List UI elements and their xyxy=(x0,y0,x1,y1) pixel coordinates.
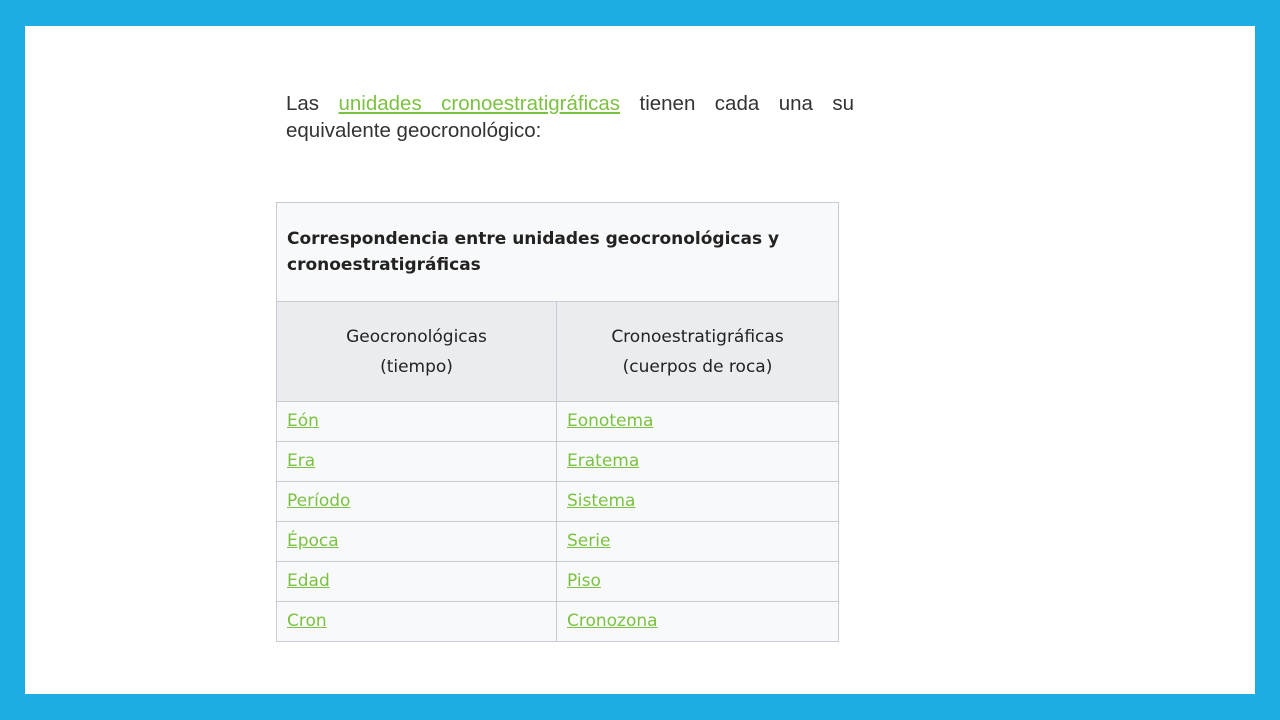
column-header-geocronologicas xyxy=(277,302,557,402)
table-cell xyxy=(277,402,557,442)
link-sistema[interactable]: Sistema xyxy=(567,491,636,511)
link-cronozona[interactable]: Cronozona xyxy=(567,611,658,631)
link-periodo[interactable]: Período xyxy=(287,491,351,511)
link-unidades-cronoestratigraficas[interactable]: unidades cronoestratigráficas xyxy=(338,92,621,115)
link-serie[interactable]: Serie xyxy=(567,531,611,551)
table-cell xyxy=(277,602,557,642)
table-cell xyxy=(557,602,839,642)
header-subtitle: (tiempo) xyxy=(380,356,453,377)
link-eratema[interactable]: Eratema xyxy=(567,451,640,471)
table-row xyxy=(277,602,839,642)
intro-paragraph xyxy=(286,90,854,144)
link-edad[interactable]: Edad xyxy=(287,571,330,591)
column-header-cronoestratigraficas xyxy=(557,302,839,402)
table-row xyxy=(277,522,839,562)
intro-text-before: Las xyxy=(286,92,339,115)
header-subtitle: (cuerpos de roca) xyxy=(622,356,773,377)
table-cell xyxy=(277,482,557,522)
link-epoca[interactable]: Época xyxy=(287,531,339,551)
table-cell xyxy=(557,562,839,602)
header-title: Cronoestratigráficas xyxy=(611,326,784,347)
table-row xyxy=(277,402,839,442)
table-cell xyxy=(557,442,839,482)
link-piso[interactable]: Piso xyxy=(567,571,601,591)
link-era[interactable]: Era xyxy=(287,451,316,471)
table-row xyxy=(277,482,839,522)
correspondence-table xyxy=(276,202,839,642)
table-caption: Correspondencia entre unidades geocronológicas y cronoestratigráficas xyxy=(277,203,839,302)
link-eon[interactable]: Eón xyxy=(287,411,319,431)
header-title: Geocronológicas xyxy=(346,326,487,347)
table-cell xyxy=(277,562,557,602)
table-row xyxy=(277,442,839,482)
link-cron[interactable]: Cron xyxy=(287,611,327,631)
intro-text-after: tienen cada una su equivalente geocronológico: xyxy=(286,92,854,142)
table-row xyxy=(277,562,839,602)
link-eonotema[interactable]: Eonotema xyxy=(567,411,654,431)
table-cell xyxy=(277,442,557,482)
slide-canvas xyxy=(25,26,1255,694)
table-cell xyxy=(557,522,839,562)
table-cell xyxy=(277,522,557,562)
table-cell xyxy=(557,482,839,522)
table-cell xyxy=(557,402,839,442)
